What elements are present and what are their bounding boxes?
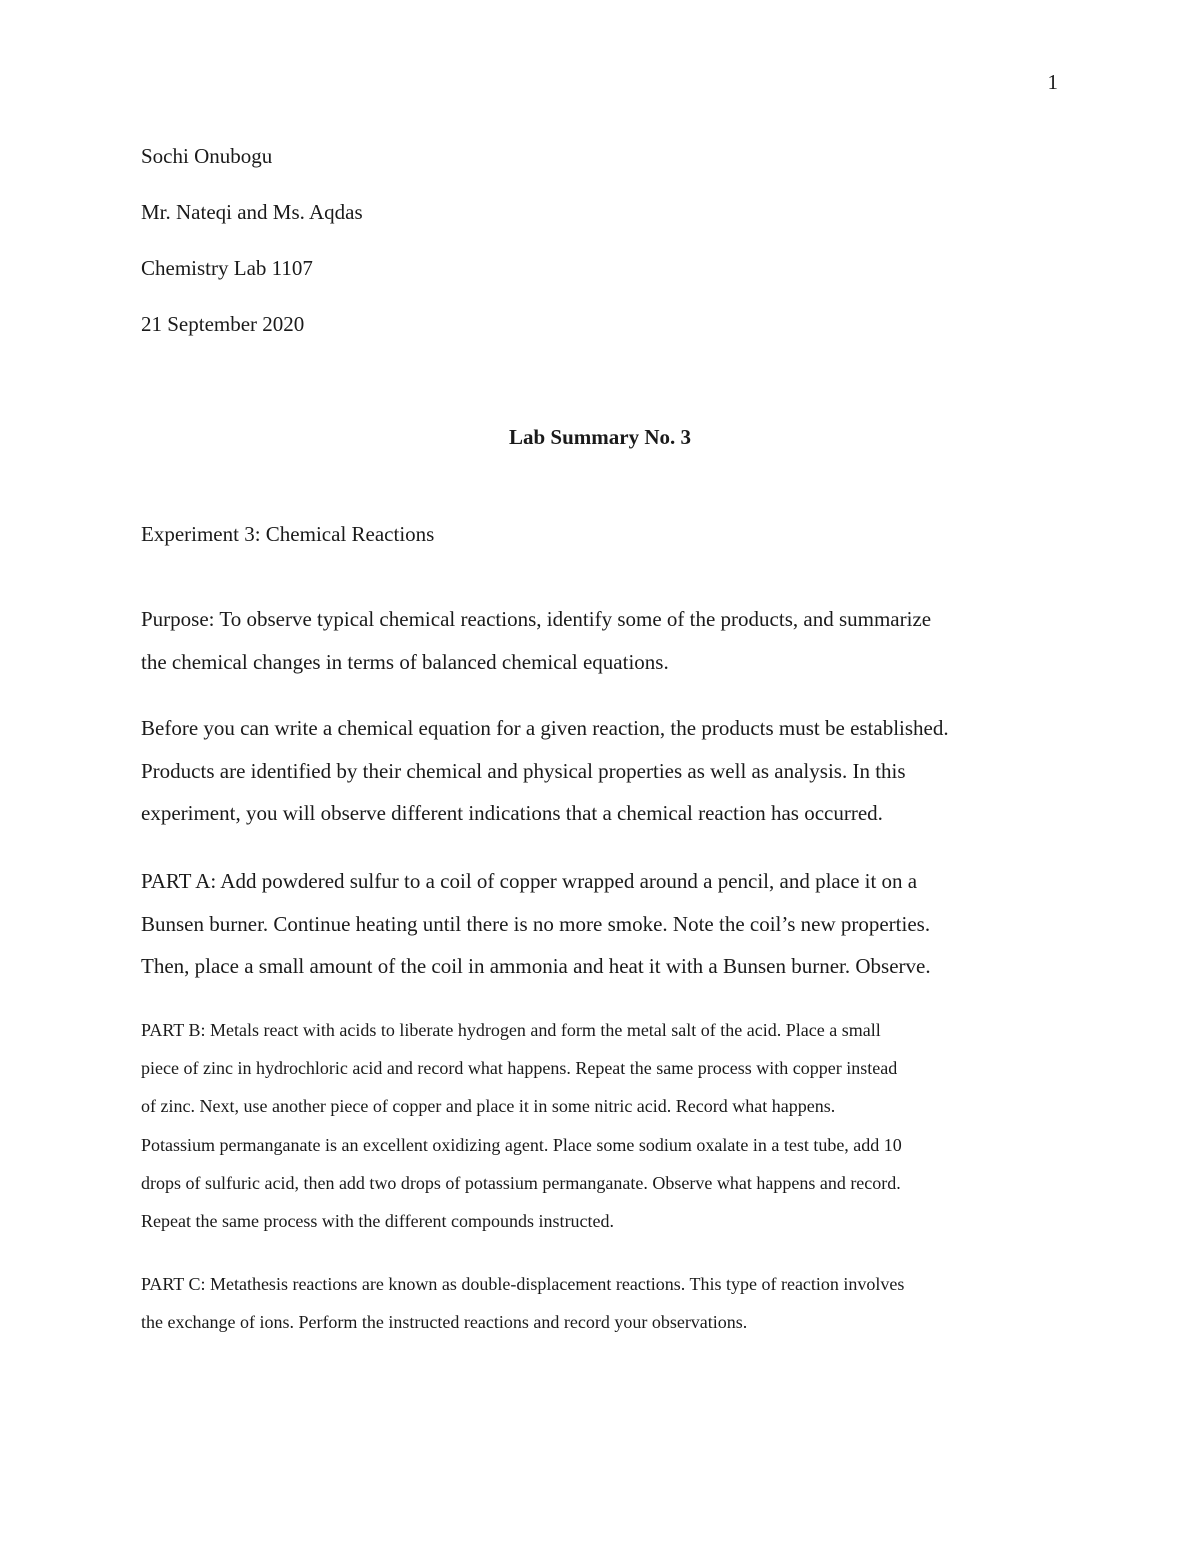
part-c-paragraph bbox=[141, 1265, 1066, 1341]
part-b-line: drops of sulfuric acid, then add two drops of potassium permanganate. Observe what happens and record. bbox=[141, 1172, 901, 1193]
intro-paragraph bbox=[141, 707, 1066, 835]
intro-line: Products are identified by their chemical and physical properties as well as analysis. In this bbox=[141, 758, 906, 783]
intro-line: Before you can write a chemical equation for a given reaction, the products must be established. bbox=[141, 716, 949, 740]
purpose-line: the chemical changes in terms of balanced chemical equations. bbox=[141, 649, 669, 674]
experiment-heading: Experiment 3: Chemical Reactions bbox=[141, 522, 435, 546]
page-number: 1 bbox=[1047, 70, 1058, 94]
part-a-line: Bunsen burner. Continue heating until there is no more smoke. Note the coil’s new properties. bbox=[141, 911, 931, 936]
purpose-line: Purpose: To observe typical chemical reactions, identify some of the products, and summarize bbox=[141, 607, 932, 631]
student-name: Sochi Onubogu bbox=[141, 144, 273, 168]
document-title: Lab Summary No. 3 bbox=[508, 425, 692, 449]
intro-line: experiment, you will observe different indications that a chemical reaction has occurred. bbox=[141, 801, 883, 825]
part-a-line: PART A: Add powdered sulfur to a coil of copper wrapped around a pencil, and place it on a bbox=[141, 869, 918, 893]
part-b-line: of zinc. Next, use another piece of copper and place it in some nitric acid. Record what happens. bbox=[141, 1096, 836, 1117]
instructor-names: Mr. Nateqi and Ms. Aqdas bbox=[141, 200, 363, 224]
part-a-paragraph bbox=[141, 860, 1066, 988]
part-b-line: piece of zinc in hydrochloric acid and record what happens. Repeat the same process with copper instead bbox=[141, 1058, 898, 1079]
part-c-line: the exchange of ions. Perform the instructed reactions and record your observations. bbox=[141, 1312, 748, 1333]
part-c-line: PART C: Metathesis reactions are known as double-displacement reactions. This type of reaction involves bbox=[141, 1274, 905, 1294]
document-date: 21 September 2020 bbox=[141, 312, 305, 336]
part-b-line: Repeat the same process with the different compounds instructed. bbox=[141, 1211, 615, 1232]
part-b-paragraph bbox=[141, 1011, 1066, 1240]
course-name: Chemistry Lab 1107 bbox=[141, 256, 313, 280]
part-b-line: Potassium permanganate is an excellent oxidizing agent. Place some sodium oxalate in a test tube, add 10 bbox=[141, 1134, 902, 1155]
part-a-line: Then, place a small amount of the coil in ammonia and heat it with a Bunsen burner. Observe. bbox=[141, 954, 931, 978]
part-b-line: PART B: Metals react with acids to liberate hydrogen and form the metal salt of the acid. Place a small bbox=[141, 1020, 881, 1040]
purpose-paragraph bbox=[141, 598, 1066, 683]
